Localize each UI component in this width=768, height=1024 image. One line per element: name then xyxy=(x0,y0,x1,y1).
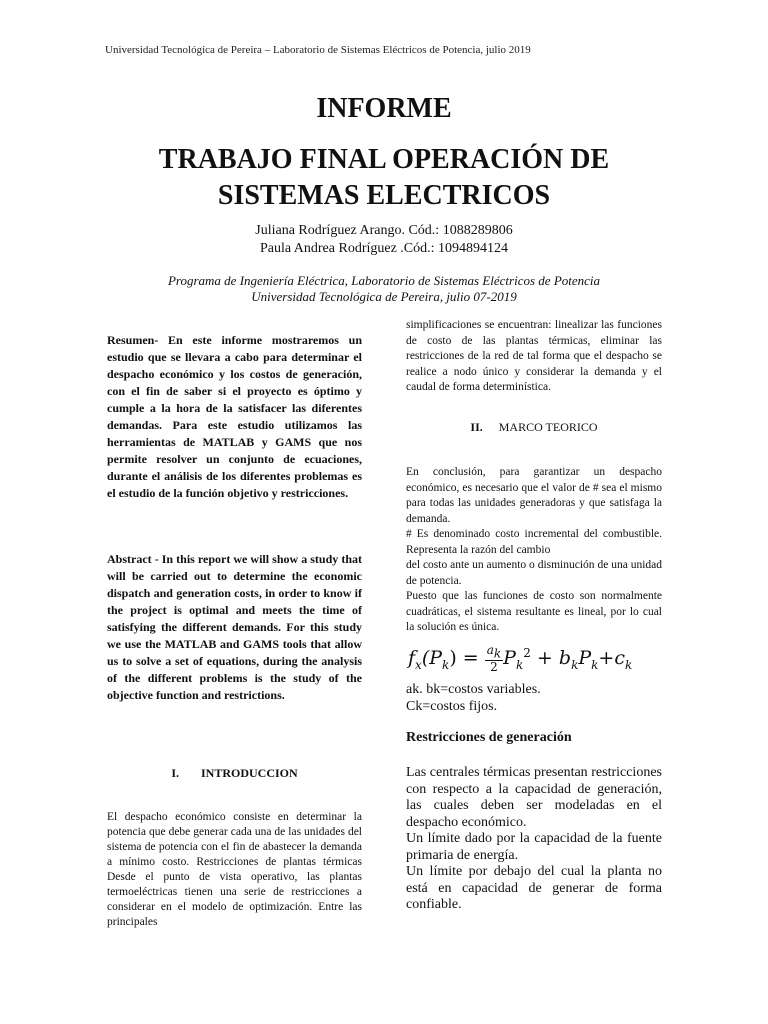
abstract-paragraph: Abstract - In this report we will show a study that will be carried out to determine the economic dispatch and generation costs, in order to know if the project is optimal and meets the time of satisfying the different demands. For this study we use the MATLAB and GAMS tools that allow us to solve a set of equations, during the analysis of the different problems is the study of the objective function and restrictions. xyxy=(107,552,362,702)
affiliation xyxy=(0,273,768,305)
formula-b-sub: k xyxy=(571,658,579,672)
restricciones-body xyxy=(406,765,662,914)
authors xyxy=(0,222,768,258)
restricciones-paragraph-3: Un límite por debajo del cual la planta no está en capacidad de generar de forma confiable. xyxy=(406,864,662,912)
formula-f-sub: x xyxy=(415,658,422,672)
formula-fraction-denominator: 2 xyxy=(490,660,498,675)
intro-heading-number: I. xyxy=(171,766,179,780)
intro-heading-text: INTRODUCCION xyxy=(200,766,298,780)
formula-c-sub: k xyxy=(624,658,633,672)
variable-costs-line: ak. bk=costos variables. xyxy=(406,682,541,697)
quadratic-cost-paragraph: Puesto que las funciones de costo son normalmente cuadráticas, el sistema resultante es lineal, por lo cual la solución es única. xyxy=(406,590,662,633)
fixed-costs-line: Ck=costos fijos. xyxy=(406,698,498,714)
author-2: Paula Andrea Rodríguez .Cód.: 1094894124 xyxy=(259,241,509,256)
formula-num-a: a xyxy=(486,643,494,657)
marco-teorico-body xyxy=(406,465,662,636)
formula-p2: P xyxy=(578,647,592,670)
marco-heading-number: II. xyxy=(470,420,483,434)
restricciones-paragraph-2: Un límite dado por la capacidad de la fuente primaria de energía. xyxy=(406,831,662,863)
intro-paragraph: El despacho económico consiste en determinar la potencia que debe generar cada una de las unidades del sistema de potencia con el fin de abastecer la demanda a mínimo costo. Restricciones de plantas térmicas Desde el punto de vista operativo, las plantas termoeléctricas tienen una serie de restricciones a considerar en el modelo de optimización. Entre las principales xyxy=(107,811,362,928)
paper-title-line-2: SISTEMAS ELECTRICOS xyxy=(217,180,551,211)
marco-teorico-heading xyxy=(406,420,662,435)
intro-heading xyxy=(107,766,362,781)
formula-p2-sub: k xyxy=(591,658,599,672)
formula-fraction xyxy=(485,644,503,674)
formula-p: P xyxy=(503,647,516,670)
conclusion-paragraph: En conclusión, para garantizar un despacho económico, es necesario que el valor de # sea el mismo para todas las unidades generadoras y que satisfaga la demanda. xyxy=(406,466,662,525)
formula-arg-sub: k xyxy=(442,658,450,672)
cost-function-formula xyxy=(408,644,632,674)
running-header: Universidad Tecnológica de Pereira – Laboratorio de Sistemas Eléctricos de Potencia, julio 2019 xyxy=(105,44,531,56)
formula-f: f xyxy=(408,647,416,670)
marco-heading-text: MARCO TEORICO xyxy=(498,420,598,434)
restricciones-heading: Restricciones de generación xyxy=(406,730,572,745)
incremental-cost-continued: del costo ante un aumento o disminución de una unidad de potencia. xyxy=(406,559,662,587)
formula-p-sup: 2 xyxy=(523,645,531,660)
intro-continuation-paragraph: simplificaciones se encuentran: linealizar las funciones de costo de las plantas térmicas, eliminar las restricciones de la red de tal forma que el despacho se realice a nodo único y considerar la demanda y el caudal de forma determinística. xyxy=(406,319,662,393)
formula-c: +c xyxy=(598,647,625,670)
report-label: INFORME xyxy=(316,93,452,124)
paper-title-line-1: TRABAJO FINAL OPERACIÓN DE xyxy=(158,144,610,175)
formula-p-sub: k xyxy=(515,658,524,672)
resumen-paragraph: Resumen- En este informe mostraremos un estudio que se llevara a cabo para determinar el despacho económico y los costos de generación, con el fin de saber si el proyecto es óptimo y cumple a la hora de la satisfacer las diferentes demandas. Para este estudio utilizamos las herramientas de MATLAB y GAMS que nos permite resolver un conjunto de ecuaciones, durante el análisis de los diferentes problemas es el estudio de la función objetivo y restricciones. xyxy=(107,333,362,500)
author-1: Juliana Rodríguez Arango. Cód.: 1088289806 xyxy=(255,223,513,238)
paper-title xyxy=(0,142,768,214)
formula-arg: (P xyxy=(421,647,443,670)
affiliation-line-2: Universidad Tecnológica de Pereira, julio 07-2019 xyxy=(251,289,517,304)
formula-num-sub: k xyxy=(493,646,502,661)
incremental-cost-definition: # Es denominado costo incremental del combustible. Representa la razón del cambio xyxy=(406,528,662,556)
formula-equals: ) = xyxy=(449,647,479,670)
formula-fraction-numerator xyxy=(485,644,503,661)
affiliation-line-1: Programa de Ingeniería Eléctrica, Laboratorio de Sistemas Eléctricos de Potencia xyxy=(167,273,601,288)
cost-legend xyxy=(406,682,662,715)
formula-b: + b xyxy=(530,647,572,670)
restricciones-paragraph-1: Las centrales térmicas presentan restricciones con respecto a la capacidad de generación, las cuales deben ser modeladas en el despacho económico. xyxy=(406,765,662,830)
